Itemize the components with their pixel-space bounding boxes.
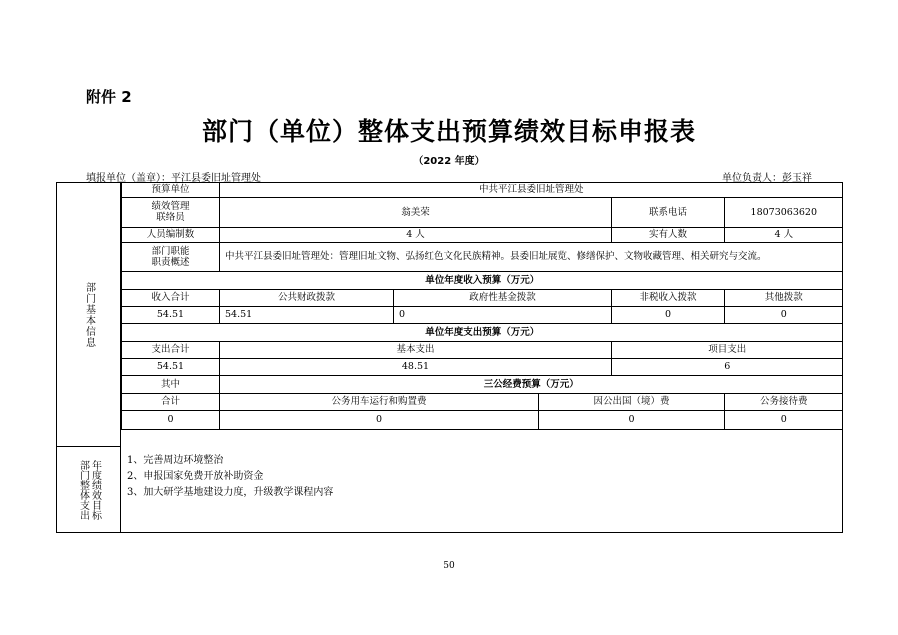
liaison-label: 绩效管理 联络员 — [122, 197, 220, 227]
income-value-other: 0 — [725, 306, 843, 323]
year-label: （2022 年度） — [413, 156, 485, 167]
staff-quota-value: 4 人 — [220, 227, 612, 242]
basic-info-grid — [121, 183, 843, 430]
budget-form-table — [56, 182, 843, 533]
budget-unit-label: 预算单位 — [122, 183, 220, 197]
income-header-other: 其他拨款 — [725, 289, 843, 306]
income-value-nontax: 0 — [612, 306, 725, 323]
expense-value-basic: 48.51 — [220, 358, 612, 375]
phone-value: 18073063620 — [725, 197, 843, 227]
basic-info-side-label: 部门基本信息 — [57, 183, 121, 447]
income-header-public: 公共财政拨款 — [220, 289, 394, 306]
income-header-nontax: 非税收入拨款 — [612, 289, 725, 306]
fill-unit-label: 填报单位（盖章）：平江县委旧址管理处 — [86, 173, 261, 184]
three-value-abroad: 0 — [539, 410, 725, 429]
income-value-total: 54.51 — [122, 306, 220, 323]
three-value-reception: 0 — [725, 410, 843, 429]
annual-goal-side-label: 年度绩效目标 部门整体支出 — [57, 447, 121, 532]
three-header-car: 公务用车运行和购置费 — [220, 393, 539, 410]
expense-value-project: 6 — [612, 358, 843, 375]
budget-unit-value: 中共平江县委旧址管理处 — [220, 183, 843, 197]
income-header-total: 收入合计 — [122, 289, 220, 306]
expense-header-total: 支出合计 — [122, 341, 220, 358]
three-header-total: 合计 — [122, 393, 220, 410]
actual-staff-label: 实有人数 — [612, 227, 725, 242]
liaison-value: 翁美荣 — [220, 197, 612, 227]
annual-goals-list — [121, 447, 842, 532]
phone-label: 联系电话 — [612, 197, 725, 227]
expense-header-basic: 基本支出 — [220, 341, 612, 358]
expense-section-title: 单位年度支出预算（万元） — [122, 323, 843, 341]
income-header-fund: 政府性基金拨款 — [394, 289, 612, 306]
goal-item: 3、加大研学基地建设力度，升级教学课程内容 — [127, 487, 334, 498]
goal-item: 1、完善周边环境整治 — [127, 455, 224, 466]
income-section-title: 单位年度收入预算（万元） — [122, 271, 843, 289]
three-section-title: 三公经费预算（万元） — [220, 375, 843, 393]
unit-leader-label: 单位负责人：彭玉祥 — [722, 173, 812, 184]
three-header-abroad: 因公出国（境）费 — [539, 393, 725, 410]
actual-staff-value: 4 人 — [725, 227, 843, 242]
income-value-public: 54.51 — [220, 306, 394, 323]
page-title: 部门（单位）整体支出预算绩效目标申报表 — [201, 117, 696, 146]
staff-quota-label: 人员编制数 — [122, 227, 220, 242]
three-header-reception: 公务接待费 — [725, 393, 843, 410]
three-value-total: 0 — [122, 410, 220, 429]
goal-item: 2、申报国家免费开放补助资金 — [127, 471, 264, 482]
duties-label: 部门职能 职责概述 — [122, 242, 220, 271]
duties-value: 中共平江县委旧址管理处：管理旧址文物、弘扬红色文化民族精神。县委旧址展览、修缮保护、文物收藏管理、相关研究与交流。 — [220, 242, 843, 271]
expense-header-project: 项目支出 — [612, 341, 843, 358]
income-value-fund: 0 — [394, 306, 612, 323]
attachment-label: 附件 2 — [86, 88, 132, 106]
page-number: 50 — [443, 561, 455, 571]
among-label: 其中 — [122, 375, 220, 393]
three-value-car: 0 — [220, 410, 539, 429]
expense-value-total: 54.51 — [122, 358, 220, 375]
